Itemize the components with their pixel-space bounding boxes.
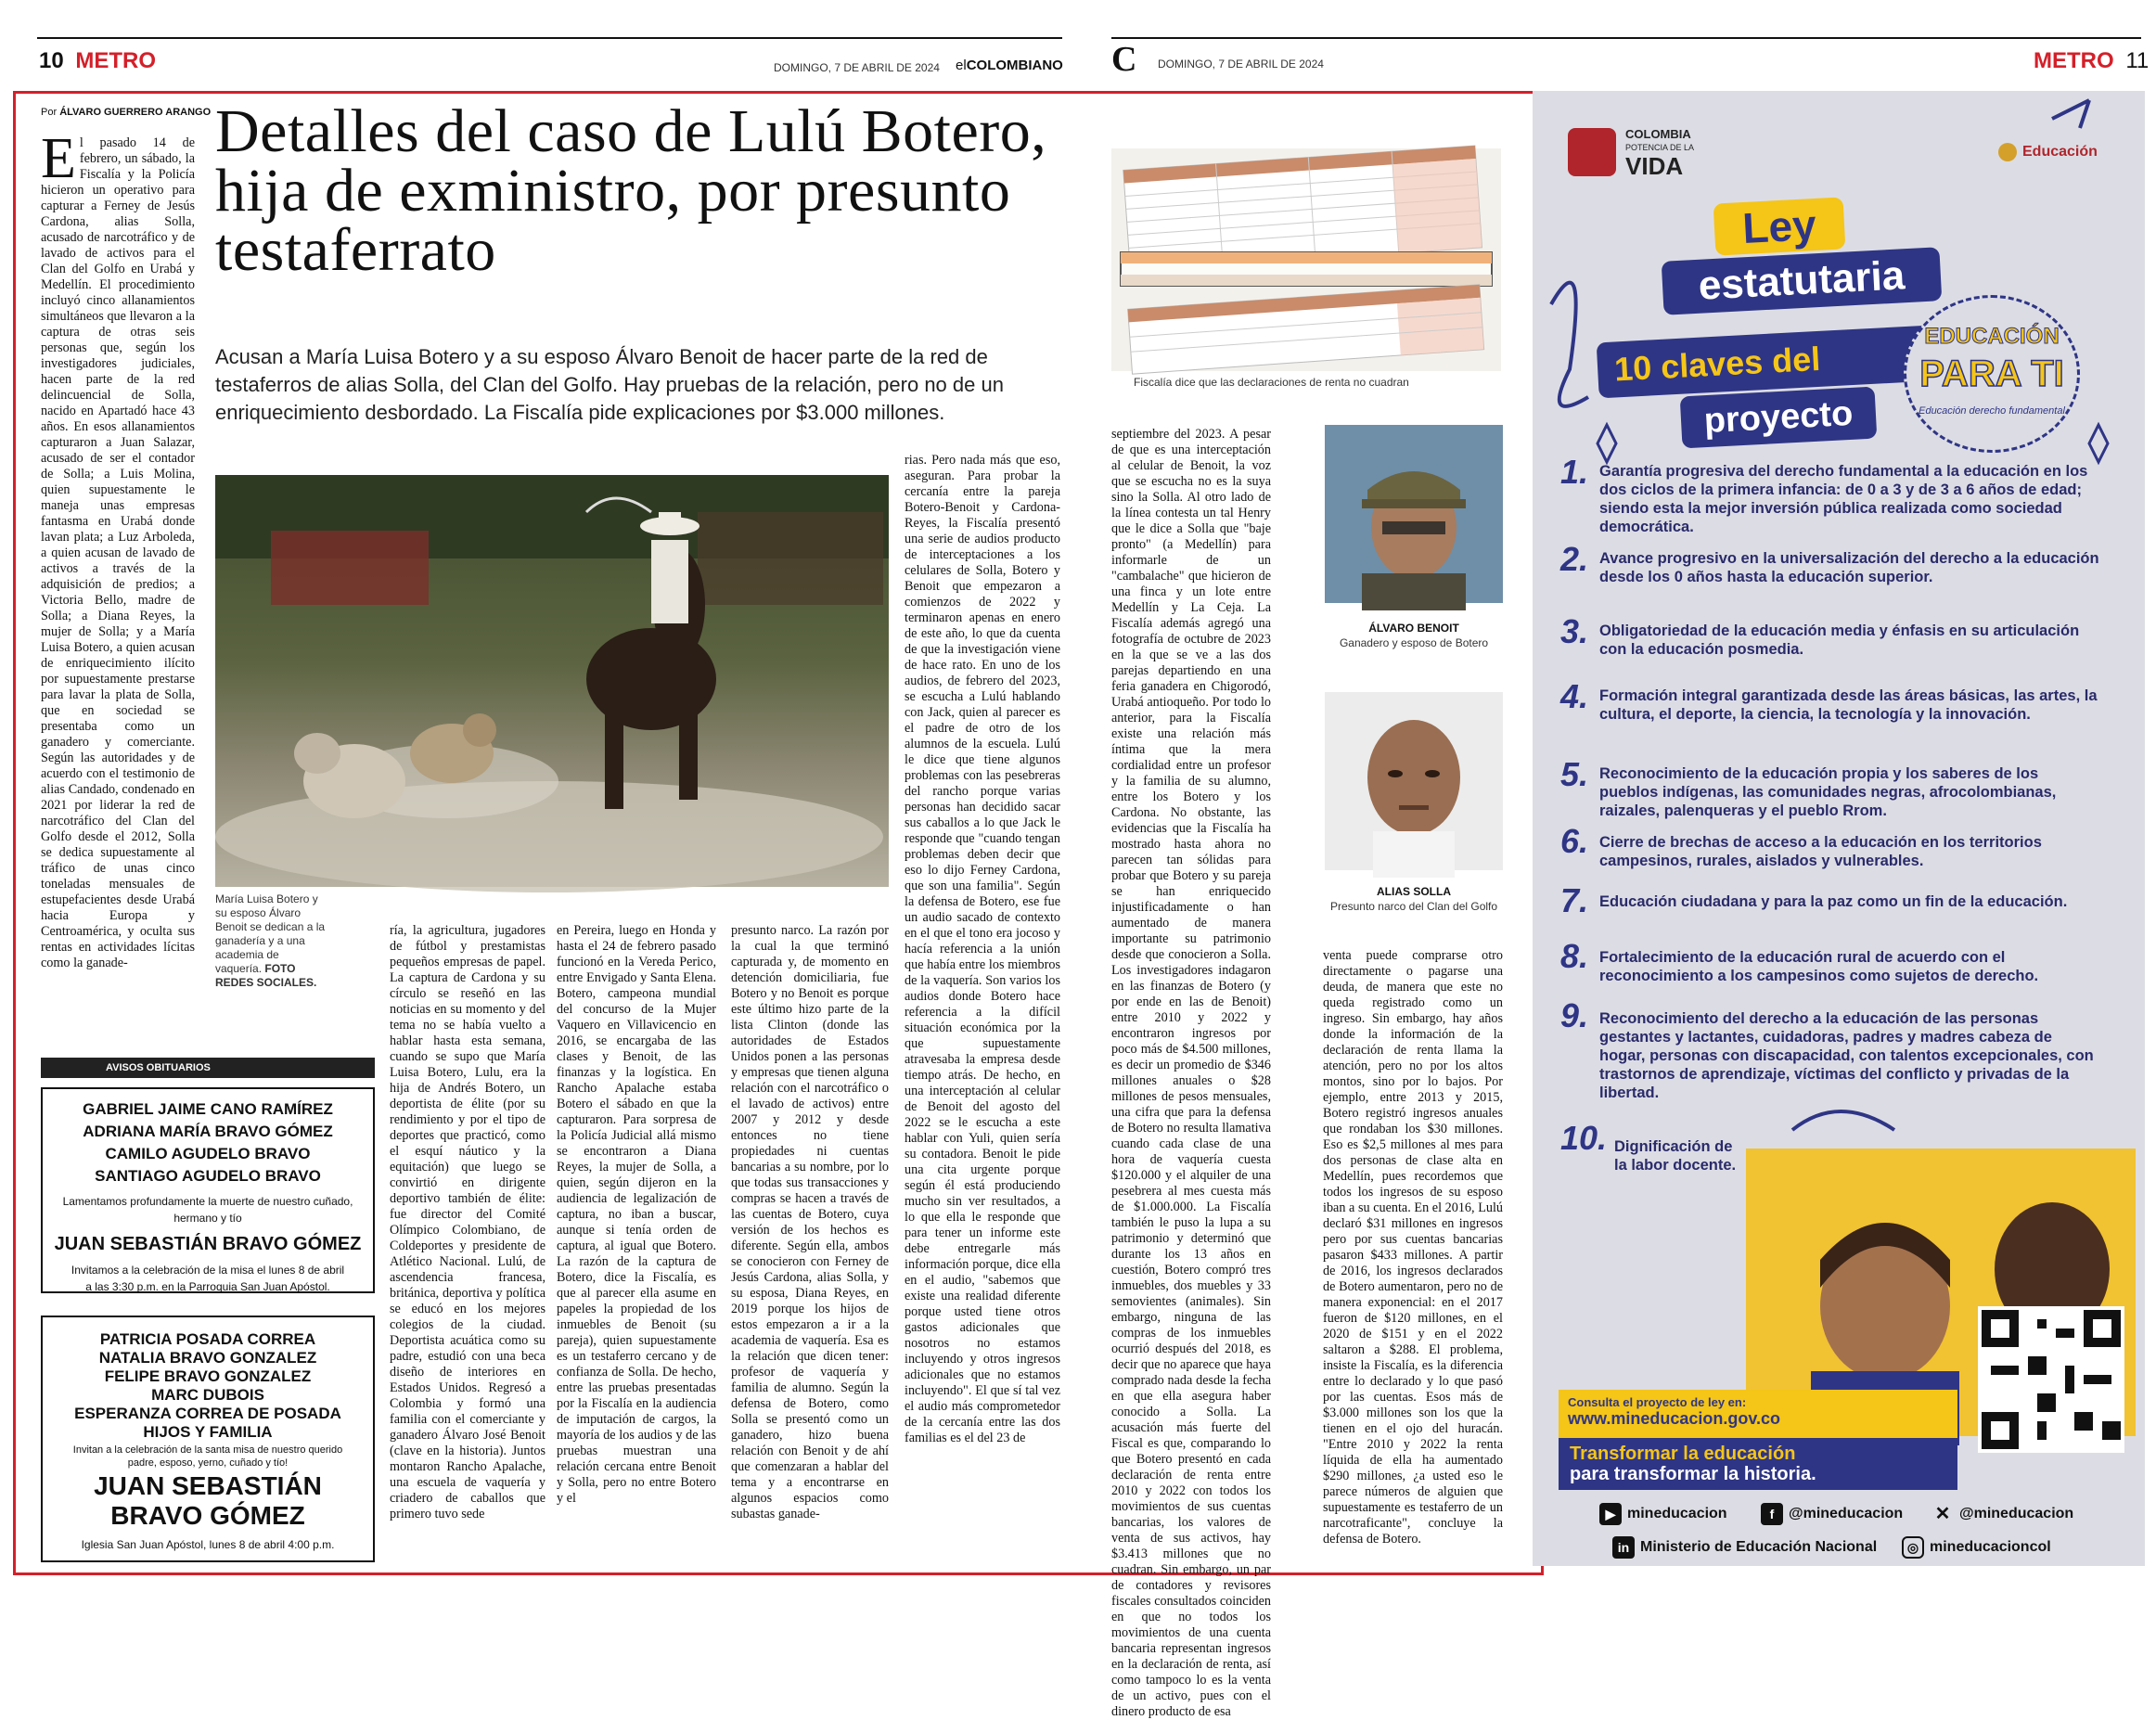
consult-box [1559,1390,1957,1438]
consult-url[interactable]: www.mineducacion.gov.co [1568,1409,1781,1428]
ad-item-7: Educación ciudadana y para la paz como un fin de la educación. [1599,893,2068,910]
obit1-message: Lamentamos profundamente la muerte de nuestro cuñado, hermano y tío [62,1195,353,1225]
ad-item-10-number: 10. [1560,1119,1608,1157]
article-column-3: en Pereira, luego en Honda y hasta el 24 de febrero pasado funcionó en la Vereda Perico, entre Envigado y Santa Elena. Botero, campeona mundial del concurso de la Mujer Vaquero en Villavicencio en 2016, se encargaba de las clases y Benoit, de las finanzas y la logística. En Rancho Apalache estaba Botero el sábado en que la capturaron. Para sorpresa de la Policía Judicial allá mismo se encontraron a Diana Reyes, la mujer de Solla, a quien, según dijeron en la audiencia de legalización de captura, no iban a buscar, aunque si tenía orden de captura, al igual que Botero. La razón de la captura de Botero, dice la Fiscalía, es que al parecer ella asume en papeles la propiedad de los inmuebles de Benoit (su pareja), quien supuestamente es un testaferro cercano y de confianza de Solla. De hecho, entre las pruebas presentadas por la Fiscalía en la audiencia de imputación de cargos, la mayoría de los audios y de las pruebas muestran una relación cercana entre Benoit y Solla, pero no entre Botero y el [557,923,716,1506]
person1-description: Ganadero y esposo de Botero [1339,636,1489,649]
photo-caption: María Luisa Botero y su esposo Álvaro Benoit se dedican a la ganadería y a una academia de vaquería. FOTO REDES SOCIALES. [215,892,326,989]
right-date: DOMINGO, 7 DE ABRIL DE 2024 [1158,58,1324,71]
x-icon: ✕ [1934,1504,1951,1524]
right-header-rule [1111,37,2141,39]
ad-item-3: Obligatoriedad de la educación media y énfasis en su articulación con la educación posmedia. [1599,623,2080,658]
left-page-number-block [39,48,156,74]
obit1-name-1: GABRIEL JAIME CANO RAMÍREZ [83,1100,333,1118]
slogan-line-2: para transformar la historia. [1570,1464,1816,1484]
byline: Por ÁLVARO GUERRERO ARANGO [41,107,212,118]
tax-declarations-image [1111,148,1501,371]
article-column-3b: presunto narco. La razón por la cual la que terminó capturada y, de momento en detención domiciliaria, fue Botero y no Benoit es porque este último hizo parte de la lista Clinton (donde las autoridades de Estados Unidos ponen a las personas y empresas que tienen alguna relación con el narcotráfico o el lavado de activos) entre 2007 y 2012 y desde entonces no tiene propiedades ni cuentas bancarias a su nombre, por lo que todas sus transacciones y compras se hacen a través de las cuentas de Botero, cuya versión de los hechos es diferente. Según ella, ambos se conocieron con Ferney de Jesús Cardona, alias Solla, y su esposa, Diana Reyes, en 2019 porque los hijos de estos empezaron a ir a la academia de vaquería. Esa es la relación que dicen tener: profesor de vaquería y familia de alumno. Según la defensa de Botero, como Solla se presentó como un ganadero, hizo buena relación con Benoit y de ahí que comenzaran a hablar del tema y a encontrarse en algunos espacios como subastas ganade- [731,923,889,1521]
ad-item-2: Avance progresivo en la universalización del derecho a la educación desde los 0 años hasta la educación superior. [1599,550,2099,585]
portrait-illustration [1325,425,1503,603]
ad-item-6: Cierre de brechas de acceso a la educación en los territorios campesinos, rurales, aislados y vulnerables. [1599,834,2042,869]
article-column-6: venta puede comprarse otro directamente o pagarse una deuda, de manera que este no queda registrado como un ingreso. Sin embargo, hay años donde la información de la declaración de renta llama la atención, pero no por los altos montos, sino por lo bajos. Por ejemplo, entre 2013 y 2015, Botero registró ingresos anuales que rondaban los $30 millones. Eso es $2,5 millones al mes para dos personas de clase alta en Medellín, pues recordemos que todos los ingresos de su esposo iban a su cuenta. En el 2016, Lulú declaró $31 millones en ingresos pero por sus cuentas bancarias pasaron $433 millones. A partir de 2016, los ingresos declarados de Botero aumentaron, pero no de manera exponencial: en el 2017 fueron de $120 millones, en el 2020 de $151 y en el 2022 saltaron a $288. El problema, insiste la Fiscalía, es la diferencia entre lo declarado y lo que pasó por las cuentas. Esos más de $3.000 millones son los que la tienen en el ojo del huracán. "Entre 2010 y 2022 la renta líquida de ella ha aumentado $290 millones, ¿a usted eso le parece números de alguien que supuestamente es testaferro de un narcotraficante", concluye la defensa de Botero. [1323,948,1503,1547]
person2-description: Presunto narco del Clan del Golfo [1329,900,1498,913]
obit2-name-5: ESPERANZA CORREA DE POSADA [74,1405,341,1422]
educacion-para-ti-badge: EDUCACIÓN PARA TI Educación derecho fundamental [1904,295,2080,453]
obit2-name-1: PATRICIA POSADA CORREA [99,1330,316,1348]
ad-title-ley: Ley [1713,197,1846,255]
obit1-name-2: ADRIANA MARÍA BRAVO GÓMEZ [83,1123,333,1140]
obit2-name-2: NATALIA BRAVO GONZALEZ [98,1349,317,1367]
obituary-notice-1 [41,1087,375,1293]
slogan-line-1: Transformar la educación [1570,1444,1796,1464]
right-section-name: METRO [2034,48,2114,73]
alias-solla-photo [1325,692,1503,870]
cowboy-photo [215,475,889,887]
obit2-name-6: HIJOS Y FAMILIA [143,1423,273,1441]
headline: Detalles del caso de Lulú Botero, hija de exministro, por presunto testaferrato [215,97,1047,284]
person1-name: ÁLVARO BENOIT [1368,622,1459,635]
right-page-number-block [2034,48,2149,74]
youtube-handle[interactable]: ▶ mineducacion [1599,1503,1727,1525]
obit1-name-4: SANTIAGO AGUDELO BRAVO [95,1167,321,1185]
left-date: DOMINGO, 7 DE ABRIL DE 2024 [774,61,940,74]
obit1-name-3: CAMILO AGUDELO BRAVO [105,1145,311,1162]
slogan-box [1559,1438,1957,1490]
qr-code[interactable] [1978,1306,2124,1453]
consult-label: Consulta el proyecto de ley en: [1568,1395,1747,1409]
drop-cap: E [41,127,76,190]
newspaper-name: elCOLOMBIANO [956,58,1063,73]
qr-code-icon [1982,1310,2121,1449]
obituary-notice-2 [41,1316,375,1562]
left-header-rule [37,37,1062,39]
obit2-name-3: FELIPE BRAVO GONZALEZ [104,1367,312,1385]
ad-item-8: Fortalecimiento de la educación rural de acuerdo con el reconocimiento a los campesinos como sujetos de derecho. [1599,949,2039,984]
left-page-number: 10 [39,48,64,73]
ad-item-4: Formación integral garantizada desde las áreas básicas, las artes, la cultura, el deporte, la ciencia, la tecnología y la innovación. [1599,687,2098,723]
article-column-1: El pasado 14 de febrero, un sábado, la Fiscalía y la Policía hicieron un operativo para capturar a Ferney de Jesús Cardona, alias Solla, acusado de narcotráfico y de lavado de activos para el Clan del Golfo en Urabá y Medellín. El procedimiento incluyó cinco allanamientos simultáneos que llevaron a la captura de otras seis personas que, según los investigadores judiciales, hacen parte de la red delincuencial de Solla, nacido en Apartadó hace 43 años. En esos allanamientos capturaron a Juan Salazar, acusado de ser el contador de Solla; a Luis Molina, quien supuestamente le maneja unas empresas fantasma en Urabá donde lavan plata; a Luz Arboleda, a quien acusan de lavado de activos a través de la adquisición de predios; a Victoria Bello, madre de Solla; a Diana Reyes, la mujer de Solla; y a María Luisa Botero, a quien acusan de enriquecimiento ilícito por supuestamente prestarse para lavar la plata de Solla, que en sociedad se presentaba como un ganadero y comerciante. Según las autoridades y de acuerdo con el testimonio de alias Candado, condenado en 2021 por liderar la red de narcotráfico del Clan del Golfo desde el 2012, Solla se dedica supuestamente al tráfico de unas cinco toneladas mensuales de estupefacientes desde Urabá hacia Europa y Centroamérica, y oculta sus rentas en actividades lícitas como la ganade- [41,127,195,970]
ad-item-10: Dignificación de la labor docente. [1614,1138,1737,1174]
rodeo-illustration [215,475,889,887]
x-handle[interactable]: ✕ @mineducacion [1931,1503,2073,1525]
article-column-5: septiembre del 2023. A pesar de que es una interceptación al celular de Benoit, la voz que se escucha no es la suya sino la Solla. Al otro lado de la línea contesta un tal Henry que le dice a Solla que "baje pronto" (a Medellín) para informarle de un "cambalache" que hicieron de una finca y un lote entre Medellín y La Ceja. La Fiscalía además agregó una fotografía de octubre de 2023 en la que se ve a las dos parejas departiendo en una feria ganadera en Chigorodó, Urabá antioqueño. Por todo lo anterior, para la Fiscalía existe una relación más íntima que la mera cordialidad entre un profesor y la familia de su alumno, entre los Botero y los Cardona. No obstante, las evidencias que la Fiscalía ha mostrado hasta ahora no parecen tan sólidas para probar que Botero y su pareja se han enriquecido injustificadamente o han aumentado de manera importante su patrimonio desde que conocieron a Solla. Los investigadores indagaron en las finanzas de Botero (y por ende en las de Benoit) entre 2010 y 2022 y encontraron ingresos por poco más de $4.500 millones, es decir un promedio de $346 millones anuales o $28 millones de pesos mensuales, una cifra que para la defensa de Botero no resulta llamativa cuando cada clase de una hora de vaquería cuesta $120.000 y el alquiler de una pesebrera al mes cuesta más de $1.000.000. La Fiscalía también le puso la lupa a su patrimonio y determinó que durante los 13 años en cuestión, Botero compró tres inmuebles, dos muebles y 33 semovientes (animales). Sin embargo, ninguna de las compras de los inmuebles ocurrió después del 2018, es decir que no aparece que haya comprado nada desde la fecha en que ella asegura haber conocido a Solla. La acusación más fuerte del Fiscal es que, comparando lo que Botero presentó en cada declaración de renta entre 2010 y 2022 con todos los movimientos de sus cuentas bancarias, los valores de venta de sus activos, hay $3.413 millones que no cuadran. Sin embargo, un par de contadores y revisores fiscales consultados coinciden en que no todos los movimientos de una cuenta bancaria representan ingresos en la declaración de renta, así como tampoco lo es la venta de un activo, pues con el dinero producto de esa [1111,427,1271,1719]
ad-item-8-number: 8. [1560,937,1589,975]
shield-icon [1998,143,2017,161]
ministry-badge: Educación [1998,143,2098,161]
ad-item-1-number: 1. [1560,453,1589,491]
ad-item-7-number: 7. [1560,881,1589,919]
ad-subtitle-2: proyecto [1680,387,1878,449]
ad-subtitle: 10 claves del [1597,326,1933,399]
obit2-message: Invitan a la celebración de la santa misa de nuestro querido padre, esposo, yerno, cuñado y tío! [72,1444,343,1469]
left-section-name: METRO [75,48,157,73]
ad-title-estatutaria: estatutaria [1662,247,1943,315]
youtube-icon: ▶ [1599,1503,1622,1525]
person2-name: ALIAS SOLLA [1377,885,1451,898]
obit2-deceased-line2: BRAVO GÓMEZ [110,1501,305,1530]
alvaro-benoit-photo [1325,425,1503,603]
obit1-invitation: Invitamos a la celebración de la misa el lunes 8 de abril a las 3:30 p.m. en la Parroquia San Juan Apóstol. [71,1264,345,1293]
photo-credit: FOTO REDES SOCIALES. [215,962,317,989]
obit2-invitation: Iglesia San Juan Apóstol, lunes 8 de abril 4:00 p.m. [81,1538,335,1551]
lead-paragraph: Acusan a María Luisa Botero y a su esposo Álvaro Benoit de hacer parte de la red de testaferros de alias Solla, del Clan del Golfo. Hay pruebas de la relación, pero no de un enriquecimiento desbordado. La Fiscalía pide explicaciones por $3.000 millones. [215,345,1004,424]
article-column-4: rias. Pero nada más que eso, aseguran. Para probar la cercanía entre la pareja Botero-Benoit y Cardona-Reyes, la Fiscalía presentó una serie de audios producto de interceptaciones a los celulares de Solla, Botero y Benoit que empezaron a comienzos de 2022 y terminaron apenas en enero de este año, lo que da cuenta de que la investigación viene de hace rato. En uno de los audios, de febrero del 2023, se escucha a Lulú hablando con Jack, quien al parecer es el padre de otro de los alumnos de la escuela. Lulú le dice que tiene algunos problemas con las pesebreras del rancho porque varias personas han decidido sacar sus caballos a lo que Jack le responde que "cuando tengan problemas deben decir que eso lo dijo Ferney Cardona, que son una familia". Según la defensa de Botero, ese fue un audio sacado de contexto en el que el tono era jocoso y hacía referencia a la unión que había entre los miembros de la vaquería. Son varios los audios donde Botero hace referencia a la difícil situación económica por la que supuestamente atravesaba la empresa desde tiempo atrás. De hecho, en una interceptación al celular de Benoit del agosto del 2022 se le escucha a este hablar con Yuli, quien sería su contadora. Benoit le pide una cita urgente porque según él está produciendo mucho sin ver resultados, a lo que ella le responde que para tener un informe este debe entregarle más información porque, dice ella en el audio, "sabemos que existe una realidad diferente porque usted tiene otros gastos adicionales que nosotros no estamos incluyendo y otros ingresos adicionales que no estamos incluyendo". El que sí tal vez el audio más comprometedor de la cercanía entre las dos familias es el del 23 de [905,453,1060,1445]
instagram-handle[interactable]: ◎ mineducacioncol [1902,1536,2051,1559]
ad-item-5-number: 5. [1560,755,1589,793]
facebook-handle[interactable]: f @mineducacion [1761,1503,1903,1525]
linkedin-icon: in [1612,1536,1635,1559]
colombia-logo-mark [1568,128,1616,176]
obituaries-header: AVISOS OBITUARIOS [41,1058,375,1078]
colombia-logo-text: COLOMBIA POTENCIA DE LA VIDA [1625,127,1695,180]
linkedin-handle[interactable]: in Ministerio de Educación Nacional [1612,1536,1877,1559]
spreadsheet-illustration [1111,148,1501,371]
obit2-name-4: MARC DUBOIS [151,1386,264,1404]
ad-item-5: Reconocimiento de la educación propia y los saberes de los pueblos indígenas, las comunidades negras, afrocolombianas, raizales, palenqueras y el pueblo Rrom. [1599,765,2057,819]
ad-item-6-number: 6. [1560,822,1589,860]
ad-item-2-number: 2. [1560,540,1589,578]
right-page-number: 11 [2125,48,2150,73]
ad-item-4-number: 4. [1560,677,1589,715]
article-column-2: ría, la agricultura, jugadores de fútbol y prestamistas pequeños empresas de papel. La captura de Cardona y su círculo se reseñó en las noticias en su momento y del tema no se había vuelto a hablar hasta esta semana, cuando se supo que María Luisa Botero, Lulu, era la hija de Andrés Botero, un deportista de élite (por su rendimiento y por el tipo de deportes que practicó, como el esquí náutico y la equitación) que luego se convirtió en dirigente deportivo también de élite: fue director del Comité Olímpico Colombiano, de Coldeportes y presidente de Atlético Nacional. Lulú, de ascendencia francesa, británica, deportiva y política se educó en los mejores colegios de la ciudad. Deportista acuática como su padre, estudió con una beca diseño de interiores en Estados Unidos. Regresó a Colombia y formó una familia con el comerciante y ganadero Álvaro José Benoit (clave en la historia). Juntos montaron Rancho Apalache, una escuela de vaquería y criadero de caballos que primero tuvo sede [390,923,545,1521]
education-ad [1533,91,2145,1566]
ad-item-9-number: 9. [1560,996,1589,1034]
facebook-icon: f [1761,1503,1783,1525]
newspaper-logo: C [1111,40,1137,79]
instagram-icon: ◎ [1902,1536,1924,1559]
portrait-illustration-2 [1325,692,1503,870]
obit2-deceased-line1: JUAN SEBASTIÁN [94,1471,322,1500]
ad-item-9: Reconocimiento del derecho a la educación de las personas gestantes y lactantes, cuidadoras, padres y madres cabeza de hogar, personas con discapacidad, con talentos excepcionales, con trastornos de aprendizaje, víctimas del conflicto y privadas de la libertad. [1599,1010,2094,1101]
obit1-deceased: JUAN SEBASTIÁN BRAVO GÓMEZ [54,1234,362,1254]
document-caption: Fiscalía dice que las declaraciones de renta no cuadran [1134,376,1409,389]
ad-item-3-number: 3. [1560,612,1589,650]
ad-item-1: Garantía progresiva del derecho fundamental a la educación en los dos ciclos de la primera infancia: de 0 a 3 y de 3 a 6 años de edad; siendo esta la mejor inversión pública realizada como sociedad democrática. [1599,463,2088,535]
